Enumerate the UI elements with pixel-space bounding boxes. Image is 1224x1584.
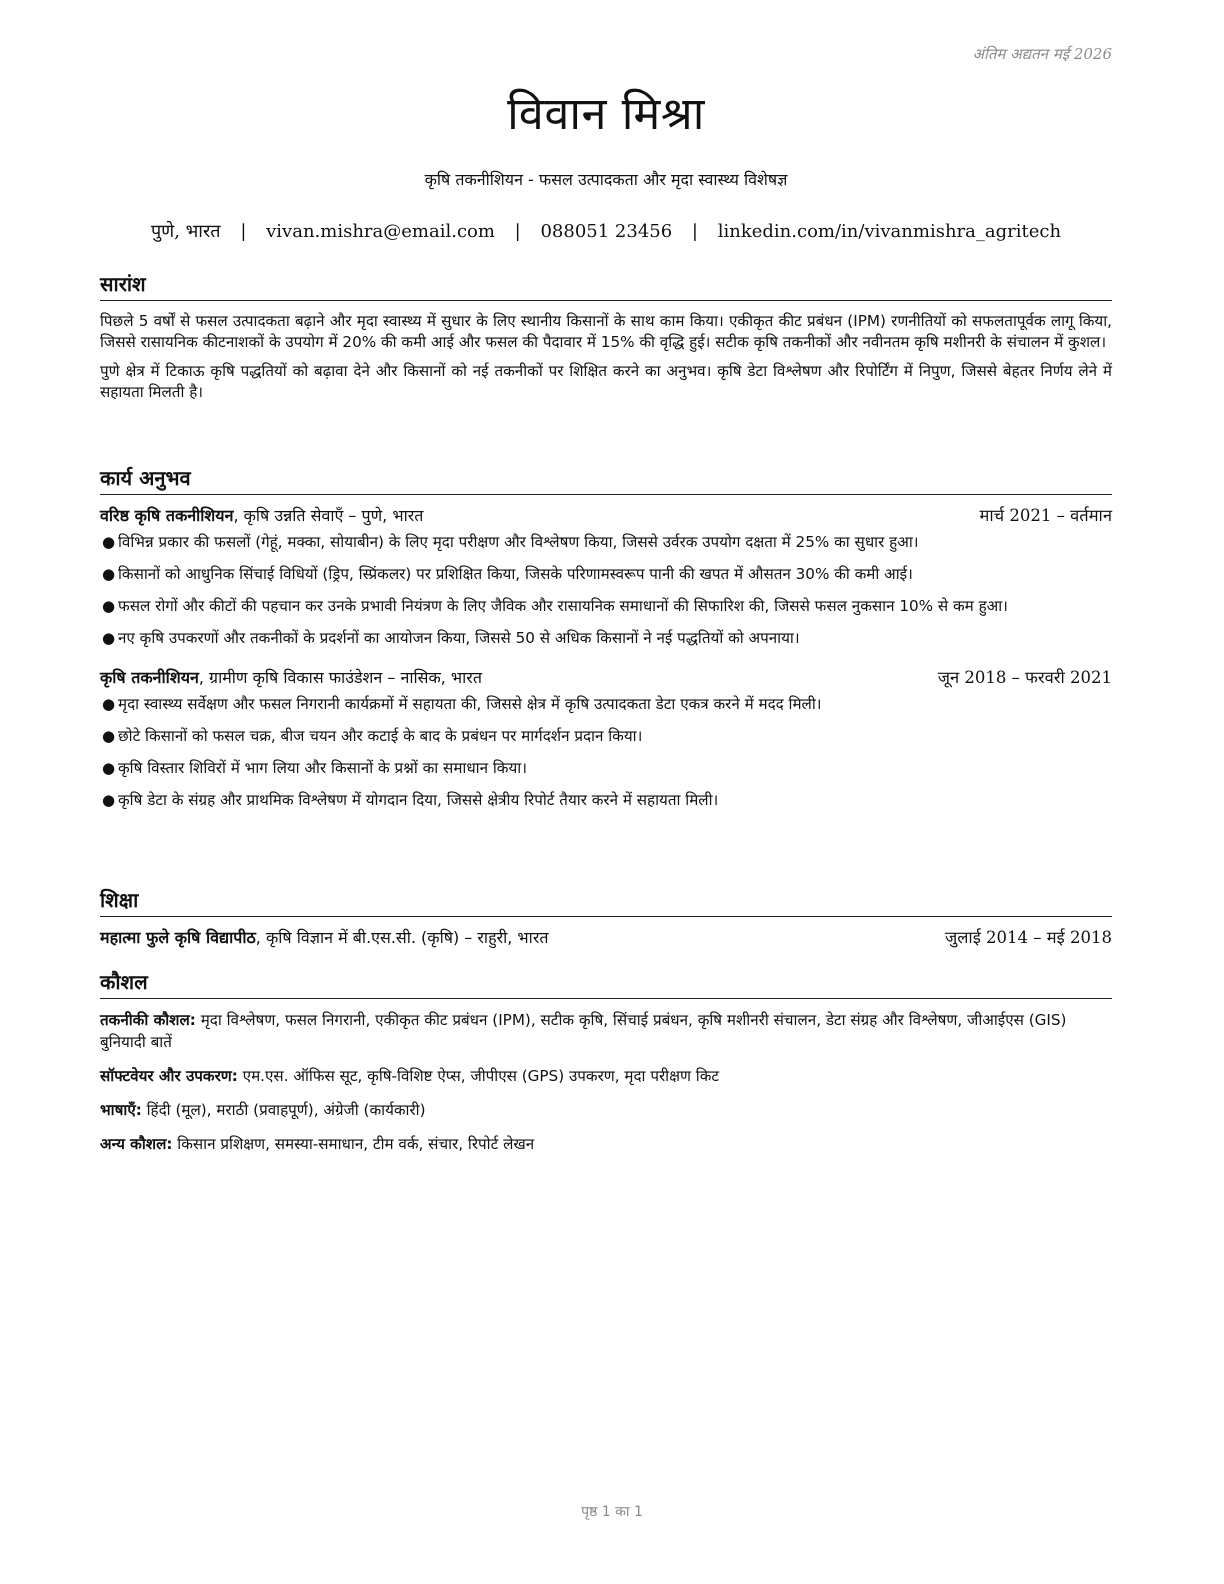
skills-section: [100, 968, 1112, 1167]
bullet-icon: ●: [102, 695, 116, 713]
skill-label: सॉफ्टवेयर और उपकरण:: [100, 1067, 238, 1085]
bullet-icon: ●: [102, 533, 116, 551]
job-bullets: [100, 531, 1112, 649]
summary-paragraph: पिछले 5 वर्षों से फसल उत्पादकता बढ़ाने और मृदा स्वास्थ्य में सुधार के लिए स्थानीय किसानों के साथ काम किया। एकीकृत कीट प्रबंधन (IPM) रणनीतियों को सफलतापूर्वक लागू किया, जिससे रासायनिक कीटनाशकों के उपयोग में 20% की कमी आई और फसल की पैदावार में 15% की वृद्धि हुई। सटीक कृषि तकनीकों और नवीनतम कृषि मशीनरी के संचालन में कुशल।: [100, 312, 1112, 351]
bullet-icon: ●: [102, 759, 116, 777]
skill-line-software: [100, 1065, 1112, 1087]
job-role: वरिष्ठ कृषि तकनीशियन: [100, 506, 234, 525]
list-item: [100, 531, 1112, 553]
education-detail: , कृषि विज्ञान में बी.एस.सी. (कृषि) – राहुरी, भारत: [255, 928, 549, 947]
contact-email[interactable]: vivan.mishra@email.com: [266, 221, 495, 242]
list-item: [100, 725, 1112, 747]
list-item: [100, 595, 1112, 617]
skill-label: भाषाएँ:: [100, 1101, 142, 1119]
skill-value: मृदा विश्लेषण, फसल निगरानी, एकीकृत कीट प्रबंधन (IPM), सटीक कृषि, सिंचाई प्रबंधन, कृषि मशीनरी संचालन, डेटा संग्रह और विश्लेषण, जीआईएस (GIS) बुनियादी बातें: [100, 1011, 1067, 1051]
contact-separator: |: [240, 221, 247, 242]
contact-separator: |: [691, 221, 698, 242]
bullet-icon: ●: [102, 791, 116, 809]
skill-line-languages: [100, 1099, 1112, 1121]
bullet-text: नए कृषि उपकरणों और तकनीकों के प्रदर्शनों का आयोजन किया, जिससे 50 से अधिक किसानों ने नई पद्धतियों को अपनाया।: [118, 629, 800, 647]
bullet-icon: ●: [102, 629, 116, 647]
job-title-line: [100, 667, 482, 689]
job-dates: जून 2018 – फरवरी 2021: [937, 668, 1112, 687]
candidate-headline: कृषि तकनीशियन - फसल उत्पादकता और मृदा स्वास्थ्य विशेषज्ञ: [424, 170, 788, 189]
page-number: पृष्ठ 1 का 1: [581, 1504, 643, 1520]
section-title-experience: कार्य अनुभव: [100, 464, 1112, 495]
contact-phone: 088051 23456: [540, 221, 673, 242]
candidate-name: विवान मिश्रा: [507, 87, 705, 140]
bullet-text: विभिन्न प्रकार की फसलों (गेहूं, मक्का, सोयाबीन) के लिए मृदा परीक्षण और विश्लेषण किया, जिससे उर्वरक उपयोग दक्षता में 25% का सुधार हुआ।: [118, 533, 919, 551]
list-item: [100, 789, 1112, 811]
section-title-summary: सारांश: [100, 270, 1112, 301]
skill-value: हिंदी (मूल), मराठी (प्रवाहपूर्ण), अंग्रेजी (कार्यकारी): [141, 1101, 426, 1119]
job-bullets: [100, 693, 1112, 811]
summary-paragraph: पुणे क्षेत्र में टिकाऊ कृषि पद्धतियों को बढ़ावा देने और किसानों को नई तकनीकों पर शिक्षित करने का अनुभव। कृषि डेटा विश्लेषण और रिपोर्टिंग में निपुण, जिससे बेहतर निर्णय लेने में सहायता मिलती है।: [100, 362, 1112, 401]
job-entry: [100, 505, 1112, 649]
bullet-text: कृषि डेटा के संग्रह और प्राथमिक विश्लेषण में योगदान दिया, जिससे क्षेत्रीय रिपोर्ट तैयार करने में सहायता मिली।: [118, 791, 719, 809]
bullet-icon: ●: [102, 597, 116, 615]
job-dates: मार्च 2021 – वर्तमान: [979, 506, 1112, 525]
skill-line-technical: [100, 1009, 1112, 1053]
contact-separator: |: [514, 221, 521, 242]
bullet-icon: ●: [102, 727, 116, 745]
education-dates: जुलाई 2014 – मई 2018: [945, 928, 1112, 947]
skill-line-other: [100, 1133, 1112, 1155]
summary-section: [100, 270, 1112, 411]
job-title-line: [100, 505, 423, 527]
list-item: [100, 757, 1112, 779]
last-updated-note: अंतिम अद्यतन मई 2026: [972, 45, 1112, 63]
job-role: कृषि तकनीशियन: [100, 668, 199, 687]
job-organization: , ग्रामीण कृषि विकास फाउंडेशन – नासिक, भारत: [198, 668, 482, 687]
bullet-text: फसल रोगों और कीटों की पहचान कर उनके प्रभावी नियंत्रण के लिए जैविक और रासायनिक समाधानों की सिफारिश की, जिससे फसल नुकसान 10% से कम हुआ।: [118, 597, 1008, 615]
job-header: [100, 667, 1112, 689]
list-item: [100, 693, 1112, 715]
job-header: [100, 505, 1112, 527]
section-title-skills: कौशल: [100, 968, 1112, 999]
education-line: [100, 927, 548, 949]
skill-value: किसान प्रशिक्षण, समस्या-समाधान, टीम वर्क, संचार, रिपोर्ट लेखन: [172, 1135, 535, 1153]
job-organization: , कृषि उन्नति सेवाएँ – पुणे, भारत: [233, 506, 424, 525]
list-item: [100, 627, 1112, 649]
job-entry: [100, 667, 1112, 811]
section-title-education: शिक्षा: [100, 886, 1112, 917]
education-entry: [100, 927, 1112, 949]
skill-label: अन्य कौशल:: [100, 1135, 173, 1153]
list-item: [100, 563, 1112, 585]
bullet-text: किसानों को आधुनिक सिंचाई विधियों (ड्रिप, स्प्रिंकलर) पर प्रशिक्षित किया, जिसके परिणामस्वरूप पानी की खपत में औसतन 30% की कमी आई।: [118, 565, 913, 583]
contact-line: [100, 219, 1112, 243]
skill-label: तकनीकी कौशल:: [100, 1011, 196, 1029]
skill-value: एम.एस. ऑफिस सूट, कृषि-विशिष्ट ऐप्स, जीपीएस (GPS) उपकरण, मृदा परीक्षण किट: [237, 1067, 720, 1085]
bullet-icon: ●: [102, 565, 116, 583]
education-section: [100, 886, 1112, 953]
education-institution: महात्मा फुले कृषि विद्यापीठ: [100, 928, 256, 947]
bullet-text: छोटे किसानों को फसल चक्र, बीज चयन और कटाई के बाद के प्रबंधन पर मार्गदर्शन प्रदान किया।: [118, 727, 643, 745]
experience-section: [100, 464, 1112, 829]
bullet-text: मृदा स्वास्थ्य सर्वेक्षण और फसल निगरानी कार्यक्रमों में सहायता की, जिससे क्षेत्र में कृषि उत्पादकता डेटा एकत्र करने में मदद मिली।: [118, 695, 822, 713]
contact-location: पुणे, भारत: [150, 221, 221, 242]
bullet-text: कृषि विस्तार शिविरों में भाग लिया और किसानों के प्रश्नों का समाधान किया।: [118, 759, 527, 777]
contact-linkedin[interactable]: linkedin.com/in/vivanmishra_agritech: [717, 221, 1062, 242]
